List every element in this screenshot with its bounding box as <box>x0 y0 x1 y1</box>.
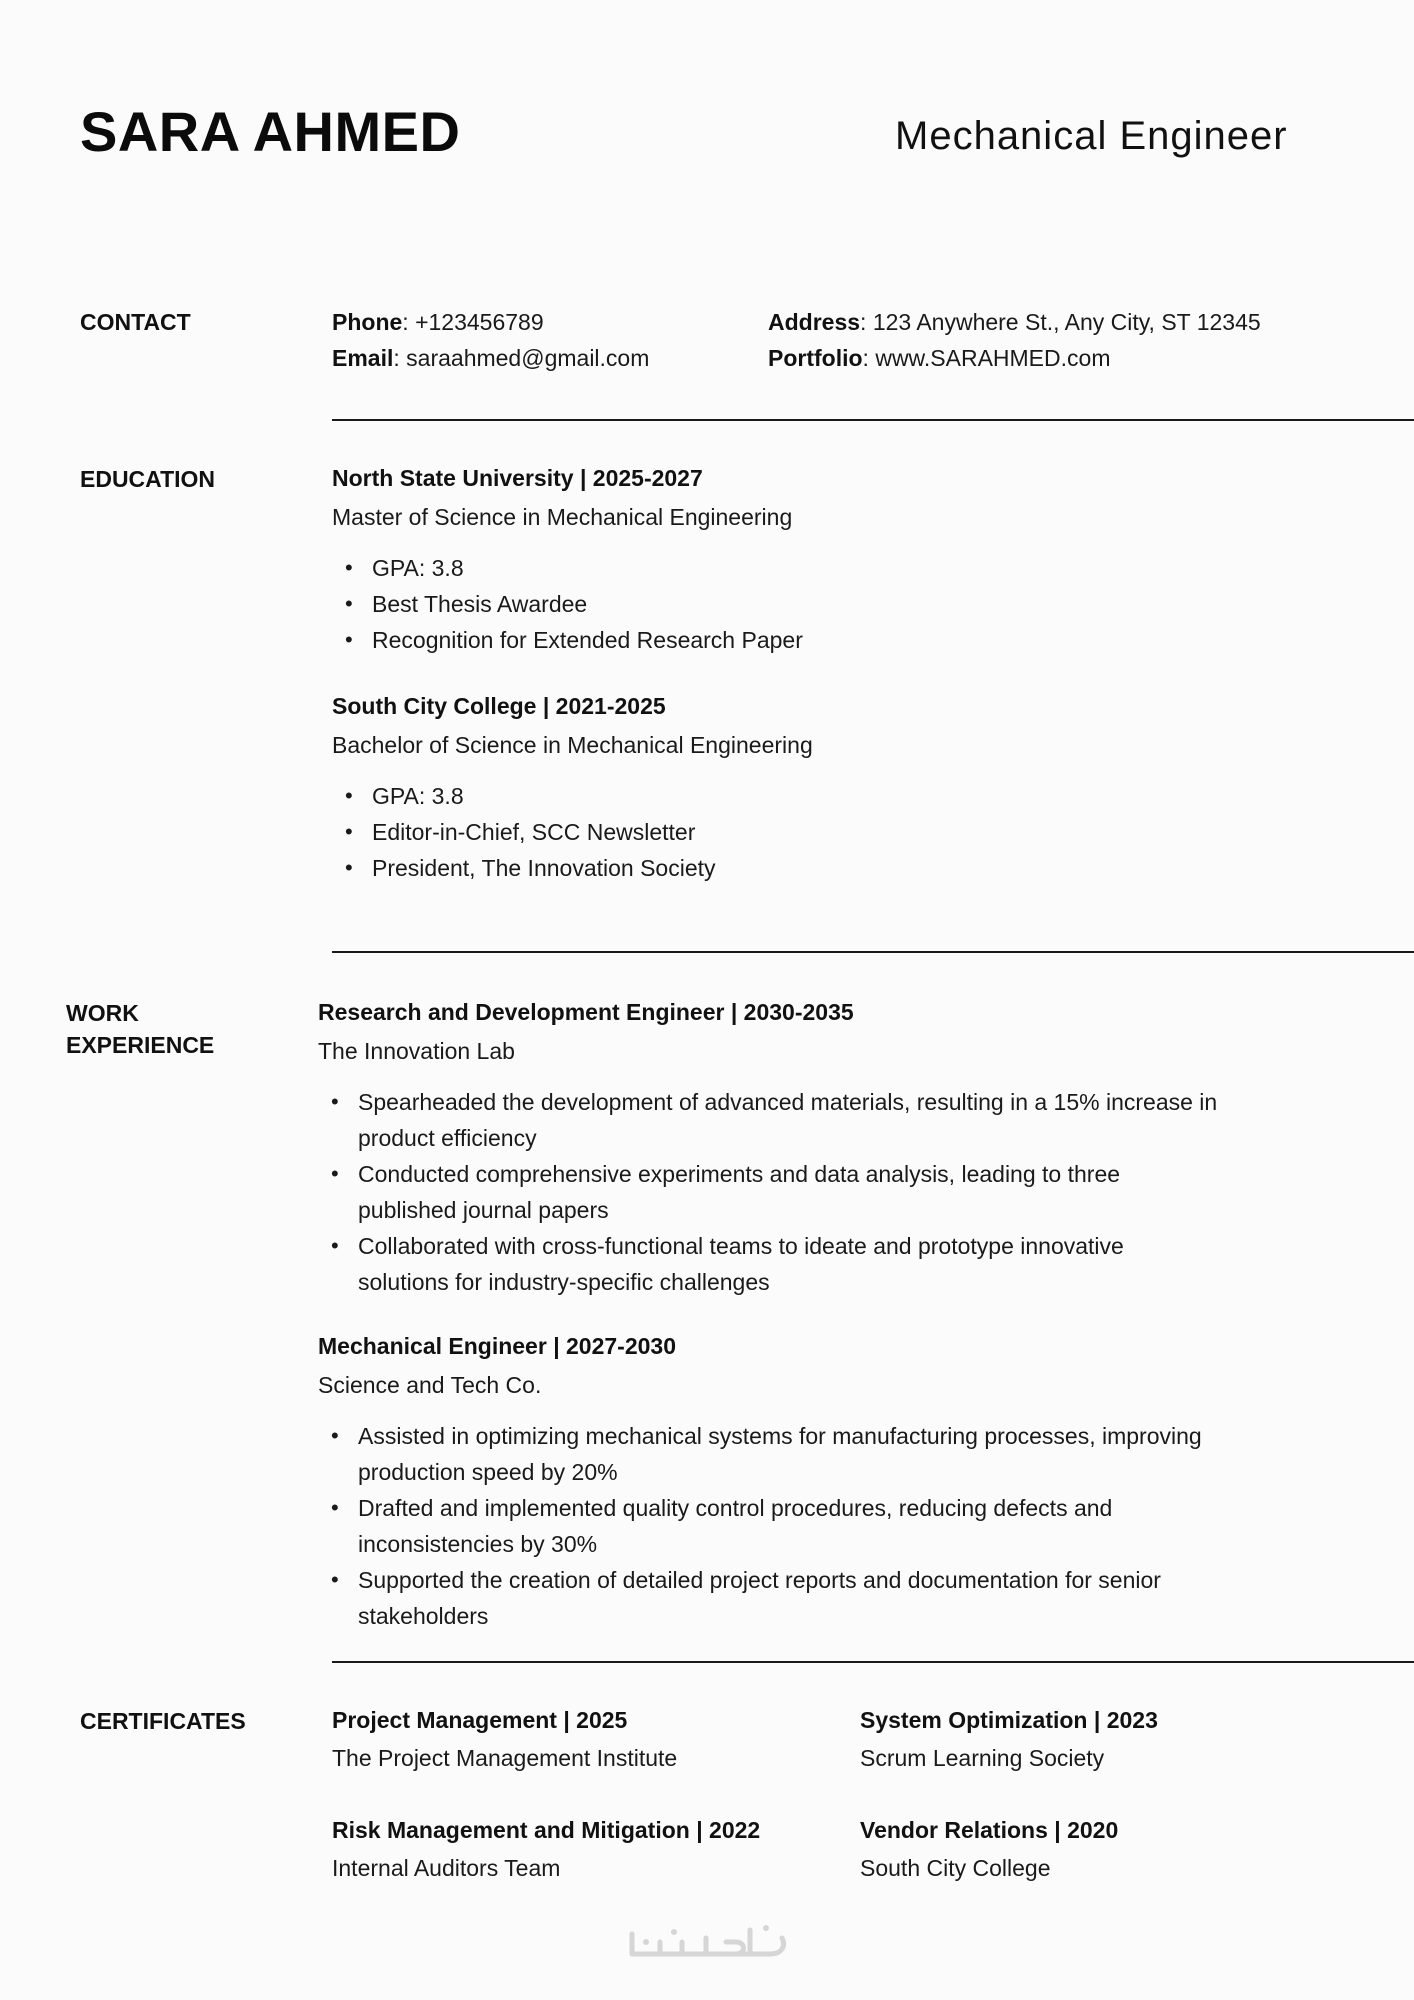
portfolio-label: Portfolio <box>768 345 863 371</box>
address-label: Address <box>768 309 861 335</box>
certificate-title: System Optimization | 2023 <box>860 1707 1158 1733</box>
work-job-title: Mechanical Engineer | 2027-2030 <box>318 1333 677 1359</box>
list-item: • GPA: 3.8 <box>345 555 464 581</box>
work-entry <box>318 997 1318 1300</box>
section-label-contact: CONTACT <box>80 309 191 335</box>
divider-work <box>332 1661 1414 1663</box>
list-item: • Supported the creation of detailed project reports and documentation for senior stakeholders <box>331 1567 1161 1629</box>
phone-label: Phone <box>332 309 403 335</box>
education-school-title: South City College | 2021-2025 <box>332 693 666 719</box>
certificate-title: Project Management | 2025 <box>332 1707 628 1733</box>
work-company: The Innovation Lab <box>318 1038 515 1064</box>
education-entry <box>332 463 1332 658</box>
list-item: • Conducted comprehensive experiments and data analysis, leading to three published journal papers <box>331 1161 1121 1223</box>
contact-column-left <box>332 304 649 376</box>
work-bullets <box>318 1084 1318 1300</box>
email-label: Email <box>332 345 394 371</box>
work-company: Science and Tech Co. <box>318 1372 542 1398</box>
job-title: Mechanical Engineer <box>895 114 1288 158</box>
education-school-title: North State University | 2025-2027 <box>332 465 703 491</box>
section-label-work-experience <box>66 997 214 1061</box>
contact-column-right <box>768 304 1261 376</box>
list-item: • Assisted in optimizing mechanical systems for manufacturing processes, improving production speed by 20% <box>331 1423 1202 1485</box>
list-item: • GPA: 3.8 <box>345 783 464 809</box>
list-item: • Best Thesis Awardee <box>345 591 588 617</box>
certificate-issuer: The Project Management Institute <box>332 1745 678 1771</box>
certificate-issuer: Internal Auditors Team <box>332 1855 561 1881</box>
education-entry <box>332 691 1332 886</box>
resume-name: SARA AHMED <box>80 100 461 163</box>
phone-value: +123456789 <box>415 309 544 335</box>
certificate-entry <box>332 1815 832 1883</box>
contact-phone: Phone: +123456789 <box>332 309 544 335</box>
certificate-entry <box>860 1705 1360 1773</box>
certificate-entry <box>860 1815 1360 1883</box>
certificate-entry <box>332 1705 832 1773</box>
list-item: • Recognition for Extended Research Paper <box>345 627 803 653</box>
address-value: 123 Anywhere St., Any City, ST 12345 <box>872 309 1261 335</box>
list-item: • Drafted and implemented quality control procedures, reducing defects and inconsistencies by 30% <box>331 1495 1113 1557</box>
section-label-certificates: CERTIFICATES <box>80 1708 246 1734</box>
work-bullets <box>318 1418 1318 1634</box>
contact-portfolio: Portfolio: www.SARAHMED.com <box>768 345 1111 371</box>
certificate-title: Risk Management and Mitigation | 2022 <box>332 1817 761 1843</box>
khamsat-watermark-logo <box>620 1912 800 1972</box>
education-bullets <box>332 550 1332 658</box>
list-item: • Spearheaded the development of advanced materials, resulting in a 15% increase in product efficiency <box>331 1089 1218 1151</box>
divider-education <box>332 951 1414 953</box>
work-job-title: Research and Development Engineer | 2030-2035 <box>318 999 854 1025</box>
contact-email: Email: saraahmed@gmail.com <box>332 345 650 371</box>
contact-address: Address: 123 Anywhere St., Any City, ST 12345 <box>768 309 1261 335</box>
section-label-line: WORK <box>66 1000 139 1026</box>
education-bullets <box>332 778 1332 886</box>
section-label-education: EDUCATION <box>80 466 216 492</box>
education-degree: Master of Science in Mechanical Engineering <box>332 504 793 530</box>
divider-contact <box>332 419 1414 421</box>
section-label-line: EXPERIENCE <box>66 1032 215 1058</box>
email-value: saraahmed@gmail.com <box>406 345 650 371</box>
list-item: • Collaborated with cross-functional teams to ideate and prototype innovative solutions for industry-specific challenges <box>331 1233 1124 1295</box>
portfolio-value: www.SARAHMED.com <box>875 345 1111 371</box>
work-entry <box>318 1331 1318 1634</box>
education-degree: Bachelor of Science in Mechanical Engineering <box>332 732 813 758</box>
certificate-issuer: Scrum Learning Society <box>860 1745 1105 1771</box>
list-item: • President, The Innovation Society <box>345 855 716 881</box>
list-item: • Editor-in-Chief, SCC Newsletter <box>345 819 696 845</box>
certificate-title: Vendor Relations | 2020 <box>860 1817 1119 1843</box>
certificate-issuer: South City College <box>860 1855 1051 1881</box>
